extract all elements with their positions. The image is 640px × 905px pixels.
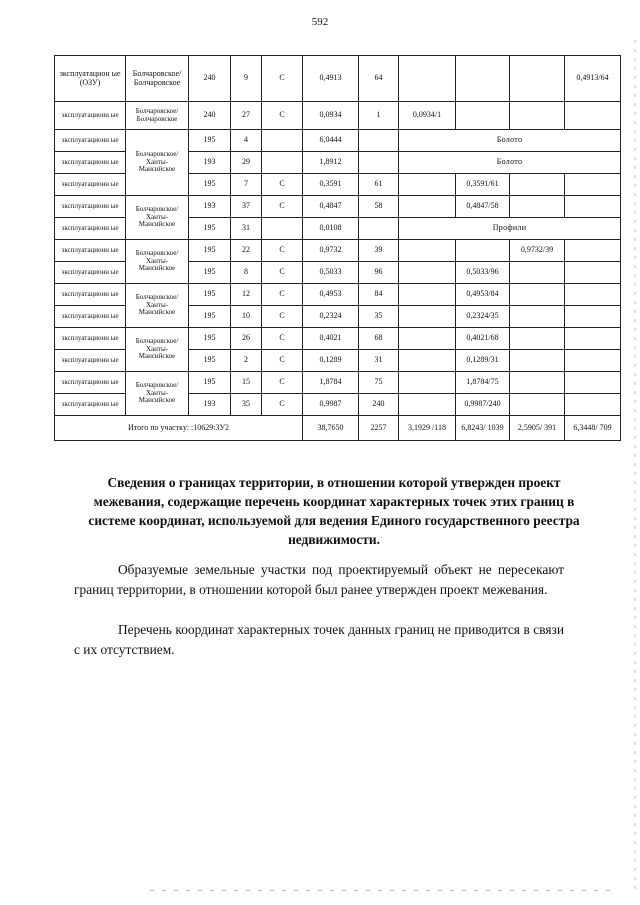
total-col9: 6,8243/ 1039 xyxy=(456,416,510,441)
cell-category: С xyxy=(262,372,303,394)
cell-col11 xyxy=(565,328,621,350)
scan-edge-artifact xyxy=(634,40,636,890)
cell-col11 xyxy=(565,102,621,130)
table-total-row xyxy=(55,416,621,441)
cell-col9 xyxy=(456,102,510,130)
cell-volume: 35 xyxy=(359,306,399,328)
cell-col8: 0,0934/1 xyxy=(399,102,456,130)
cell-location-group: Болчаровское/ Ханты- Мансийское xyxy=(126,284,189,328)
cell-type: эксплуатационн ые xyxy=(55,196,126,218)
cell-area: 0,2324 xyxy=(303,306,359,328)
cell-category: С xyxy=(262,328,303,350)
cell-col9: 0,1289/31 xyxy=(456,350,510,372)
page-number: 592 xyxy=(311,16,329,28)
table-row xyxy=(55,196,621,218)
cell-area: 0,0934 xyxy=(303,102,359,130)
cell-col11 xyxy=(565,306,621,328)
cell-volume: 58 xyxy=(359,196,399,218)
table-row xyxy=(55,240,621,262)
cell-category xyxy=(262,130,303,152)
cell-area: 0,1289 xyxy=(303,350,359,372)
cell-col8 xyxy=(399,196,456,218)
cell-col10 xyxy=(510,102,565,130)
cell-col11 xyxy=(565,350,621,372)
cell-category: С xyxy=(262,56,303,102)
cell-section: 15 xyxy=(231,372,262,394)
cell-volume xyxy=(359,152,399,174)
cell-col10 xyxy=(510,372,565,394)
paragraph: Перечень координат характерных точек данных границ не приводится в связи с их отсутствием. xyxy=(74,622,564,657)
cell-col9: 0,4847/58 xyxy=(456,196,510,218)
cell-type: эксплуатационн ые xyxy=(55,328,126,350)
cell-type: эксплуатационн ые xyxy=(55,394,126,416)
cell-note: Профили xyxy=(399,218,621,240)
cell-volume: 75 xyxy=(359,372,399,394)
cell-quarter: 195 xyxy=(189,218,231,240)
cell-col8 xyxy=(399,240,456,262)
cell-note: Болото xyxy=(399,152,621,174)
cell-volume: 96 xyxy=(359,262,399,284)
cell-area: 0,0108 xyxy=(303,218,359,240)
cell-quarter: 240 xyxy=(189,102,231,130)
cell-volume: 61 xyxy=(359,174,399,196)
cell-area: 0,4953 xyxy=(303,284,359,306)
cell-area: 0,4021 xyxy=(303,328,359,350)
scan-edge-artifact xyxy=(150,890,610,891)
cell-quarter: 195 xyxy=(189,284,231,306)
cell-col8 xyxy=(399,306,456,328)
cell-quarter: 195 xyxy=(189,262,231,284)
cell-quarter: 195 xyxy=(189,174,231,196)
cell-type: эксплуатационн ые xyxy=(55,350,126,372)
cell-quarter: 195 xyxy=(189,328,231,350)
cell-col9: 0,4021/68 xyxy=(456,328,510,350)
cell-col10 xyxy=(510,174,565,196)
cell-col11: 0,4913/64 xyxy=(565,56,621,102)
table-row xyxy=(55,372,621,394)
cell-area: 0,4847 xyxy=(303,196,359,218)
cell-location-group: Болчаровское/ Ханты- Мансийское xyxy=(126,240,189,284)
land-plots-table xyxy=(54,55,621,441)
cell-col9: 0,5033/96 xyxy=(456,262,510,284)
cell-category: С xyxy=(262,240,303,262)
cell-type: эксплуатационн ые xyxy=(55,284,126,306)
cell-col10 xyxy=(510,350,565,372)
cell-col10: 0,9732/39 xyxy=(510,240,565,262)
table-row xyxy=(55,56,621,102)
cell-type: эксплуатационн ые xyxy=(55,262,126,284)
cell-volume: 64 xyxy=(359,56,399,102)
cell-col8 xyxy=(399,372,456,394)
cell-col11 xyxy=(565,394,621,416)
cell-col11 xyxy=(565,174,621,196)
cell-category: С xyxy=(262,196,303,218)
cell-quarter: 195 xyxy=(189,130,231,152)
cell-col11 xyxy=(565,240,621,262)
cell-category: С xyxy=(262,394,303,416)
cell-col8 xyxy=(399,394,456,416)
cell-col8 xyxy=(399,284,456,306)
cell-quarter: 195 xyxy=(189,372,231,394)
cell-col11 xyxy=(565,284,621,306)
cell-col10 xyxy=(510,262,565,284)
cell-section: 7 xyxy=(231,174,262,196)
cell-area: 1,8784 xyxy=(303,372,359,394)
cell-col8 xyxy=(399,350,456,372)
cell-category: С xyxy=(262,102,303,130)
table-row xyxy=(55,284,621,306)
table-row xyxy=(55,130,621,152)
cell-section: 2 xyxy=(231,350,262,372)
cell-col9: 0,9987/240 xyxy=(456,394,510,416)
cell-col8 xyxy=(399,328,456,350)
cell-area: 1,8912 xyxy=(303,152,359,174)
cell-type: эксплуатационн ые xyxy=(55,218,126,240)
cell-type: эксплуатационн ые xyxy=(55,102,126,130)
cell-section: 10 xyxy=(231,306,262,328)
cell-category: С xyxy=(262,262,303,284)
cell-col11 xyxy=(565,196,621,218)
cell-section: 29 xyxy=(231,152,262,174)
cell-col11 xyxy=(565,372,621,394)
cell-section: 12 xyxy=(231,284,262,306)
cell-section: 22 xyxy=(231,240,262,262)
cell-category: С xyxy=(262,284,303,306)
cell-section: 8 xyxy=(231,262,262,284)
cell-quarter: 240 xyxy=(189,56,231,102)
cell-location: Болчаровское/ Болчаровское xyxy=(126,102,189,130)
cell-volume: 84 xyxy=(359,284,399,306)
cell-col10 xyxy=(510,56,565,102)
cell-location: Болчаровское/ Болчаровское xyxy=(126,56,189,102)
cell-section: 27 xyxy=(231,102,262,130)
cell-quarter: 195 xyxy=(189,306,231,328)
cell-col9: 0,4953/84 xyxy=(456,284,510,306)
cell-col9: 0,2324/35 xyxy=(456,306,510,328)
cell-type: эксплуатационн ые xyxy=(55,372,126,394)
cell-category: С xyxy=(262,350,303,372)
section-heading: Сведения о границах территории, в отношении которой утвержден проект межевания, содержащие перечень координат характерных точек этих границ в системе координат, используемой для ведения Единого государственного реестра недвижимости. xyxy=(88,475,580,547)
cell-volume: 31 xyxy=(359,350,399,372)
total-label: Итого по участку: :10629:ЗУ2 xyxy=(55,416,303,441)
cell-quarter: 195 xyxy=(189,240,231,262)
cell-category: С xyxy=(262,306,303,328)
cell-volume xyxy=(359,130,399,152)
cell-col10 xyxy=(510,284,565,306)
cell-quarter: 193 xyxy=(189,394,231,416)
table-row xyxy=(55,328,621,350)
cell-col9: 1,8784/75 xyxy=(456,372,510,394)
total-col8: 3,1929 /118 xyxy=(399,416,456,441)
cell-section: 9 xyxy=(231,56,262,102)
cell-type: эксплуатацион ые (ОЗУ) xyxy=(55,56,126,102)
cell-section: 26 xyxy=(231,328,262,350)
total-col10: 2,5905/ 391 xyxy=(510,416,565,441)
cell-area: 0,3591 xyxy=(303,174,359,196)
cell-area: 0,4913 xyxy=(303,56,359,102)
cell-col10 xyxy=(510,306,565,328)
cell-section: 35 xyxy=(231,394,262,416)
cell-col10 xyxy=(510,196,565,218)
total-area: 38,7650 xyxy=(303,416,359,441)
cell-section: 37 xyxy=(231,196,262,218)
cell-col9 xyxy=(456,56,510,102)
cell-col8 xyxy=(399,262,456,284)
cell-volume: 240 xyxy=(359,394,399,416)
cell-area: 0,5033 xyxy=(303,262,359,284)
cell-col8 xyxy=(399,56,456,102)
cell-category: С xyxy=(262,174,303,196)
cell-type: эксплуатационн ые xyxy=(55,152,126,174)
cell-note: Болото xyxy=(399,130,621,152)
cell-col11 xyxy=(565,262,621,284)
cell-category xyxy=(262,218,303,240)
cell-section: 31 xyxy=(231,218,262,240)
cell-area: 0,9732 xyxy=(303,240,359,262)
cell-type: эксплуатационн ые xyxy=(55,130,126,152)
cell-type: эксплуатационн ые xyxy=(55,174,126,196)
cell-section: 4 xyxy=(231,130,262,152)
cell-col8 xyxy=(399,174,456,196)
cell-location-group: Болчаровское/ Ханты- Мансийское xyxy=(126,328,189,372)
cell-quarter: 193 xyxy=(189,196,231,218)
cell-volume: 1 xyxy=(359,102,399,130)
cell-category xyxy=(262,152,303,174)
cell-type: эксплуатационн ые xyxy=(55,240,126,262)
cell-col10 xyxy=(510,328,565,350)
cell-area: 6,0444 xyxy=(303,130,359,152)
cell-col9 xyxy=(456,240,510,262)
cell-type: эксплуатационн ые xyxy=(55,306,126,328)
table-row xyxy=(55,102,621,130)
cell-location-group: Болчаровское/ Ханты- Мансийское xyxy=(126,372,189,416)
cell-volume xyxy=(359,218,399,240)
total-volume: 2257 xyxy=(359,416,399,441)
cell-area: 0,9987 xyxy=(303,394,359,416)
paragraph: Образуемые земельные участки под проектируемый объект не пересекают границ территории, в отношении которой был ранее утвержден проект межевания. xyxy=(74,562,564,597)
total-col11: 6,3448/ 709 xyxy=(565,416,621,441)
cell-location-group: Болчаровское/ Ханты- Мансийское xyxy=(126,196,189,240)
cell-volume: 68 xyxy=(359,328,399,350)
cell-quarter: 195 xyxy=(189,350,231,372)
cell-quarter: 193 xyxy=(189,152,231,174)
cell-location-group: Болчаровское/ Ханты- Мансийское xyxy=(126,130,189,196)
cell-col9: 0,3591/61 xyxy=(456,174,510,196)
cell-volume: 39 xyxy=(359,240,399,262)
cell-col10 xyxy=(510,394,565,416)
